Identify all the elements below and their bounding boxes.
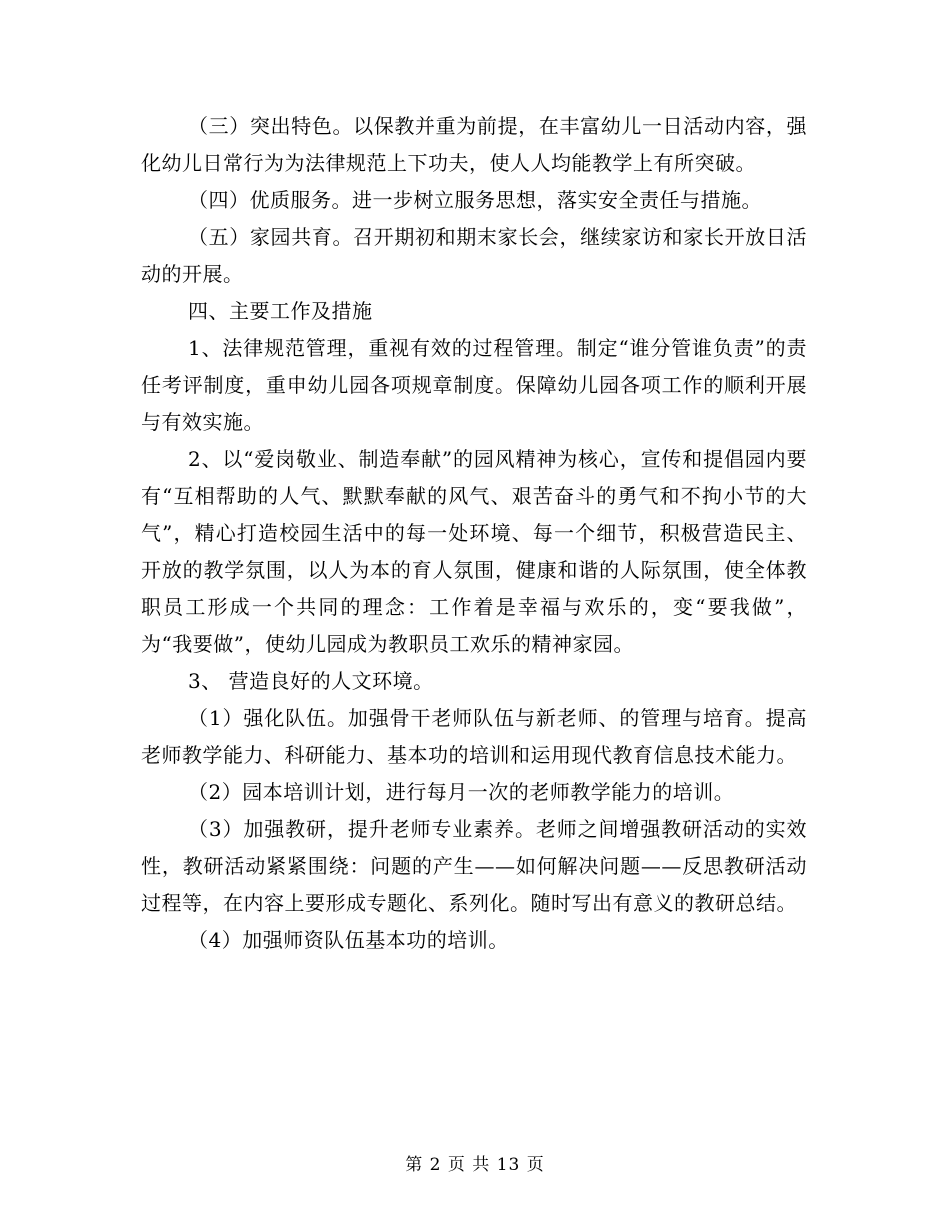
paragraph-item-1-management: 1、法律规范管理，重视有效的过程管理。制定“谁分管谁负责”的责任考评制度，重申幼儿园各项规章制度。保障幼儿园各项工作的顺利开展与有效实施。 — [141, 336, 807, 434]
paragraph-section-4-service: （四）优质服务。进一步树立服务思想，落实安全责任与措施。 — [188, 188, 762, 212]
paragraph-item-3-environment: 3、 营造良好的人文环境。 — [188, 669, 434, 693]
page-number-footer: 第 2 页 共 13 页 — [405, 1155, 545, 1175]
paragraph-sub-3-research: （3）加强教研，提升老师专业素养。老师之间增强教研活动的实效性，教研活动紧紧围绕：问题的产生——如何解决问题——反思教研活动过程等，在内容上要形成专题化、系列化。随时写出有意义的教研总结。 — [141, 817, 807, 915]
heading-main-work-measures: 四、主要工作及措施 — [188, 299, 373, 323]
paragraph-sub-1-team: （1）强化队伍。加强骨干老师队伍与新老师、的管理与培育。提高老师教学能力、科研能力、基本功的培训和运用现代教育信息技术能力。 — [141, 706, 807, 767]
document-body — [141, 108, 807, 959]
paragraph-item-2-culture: 2、以“爱岗敬业、制造奉献”的园风精神为核心，宣传和提倡园内要有“互相帮助的人气、默默奉献的风气、艰苦奋斗的勇气和不拘小节的大气”，精心打造校园生活中的每一处环境、每一个细节，积极营造民主、开放的教学氛围，以人为本的育人氛围，健康和谐的人际氛围，使全体教职员工形成一个共同的理念：工作着是幸福与欢乐的，变“要我做”，为“我要做”，使幼儿园成为教职员工欢乐的精神家园。 — [141, 447, 807, 656]
paragraph-sub-2-training-plan: （2）园本培训计划，进行每月一次的老师教学能力的培训。 — [188, 780, 735, 804]
paragraph-section-3-feature: （三）突出特色。以保教并重为前提，在丰富幼儿一日活动内容，强化幼儿日常行为为法律规范上下功夫，使人人均能教学上有所突破。 — [141, 114, 807, 175]
paragraph-section-5-home-school: （五）家园共育。召开期初和期末家长会，继续家访和家长开放日活动的开展。 — [141, 225, 807, 286]
paragraph-sub-4-basic-skills: （4）加强师资队伍基本功的培训。 — [188, 928, 509, 952]
